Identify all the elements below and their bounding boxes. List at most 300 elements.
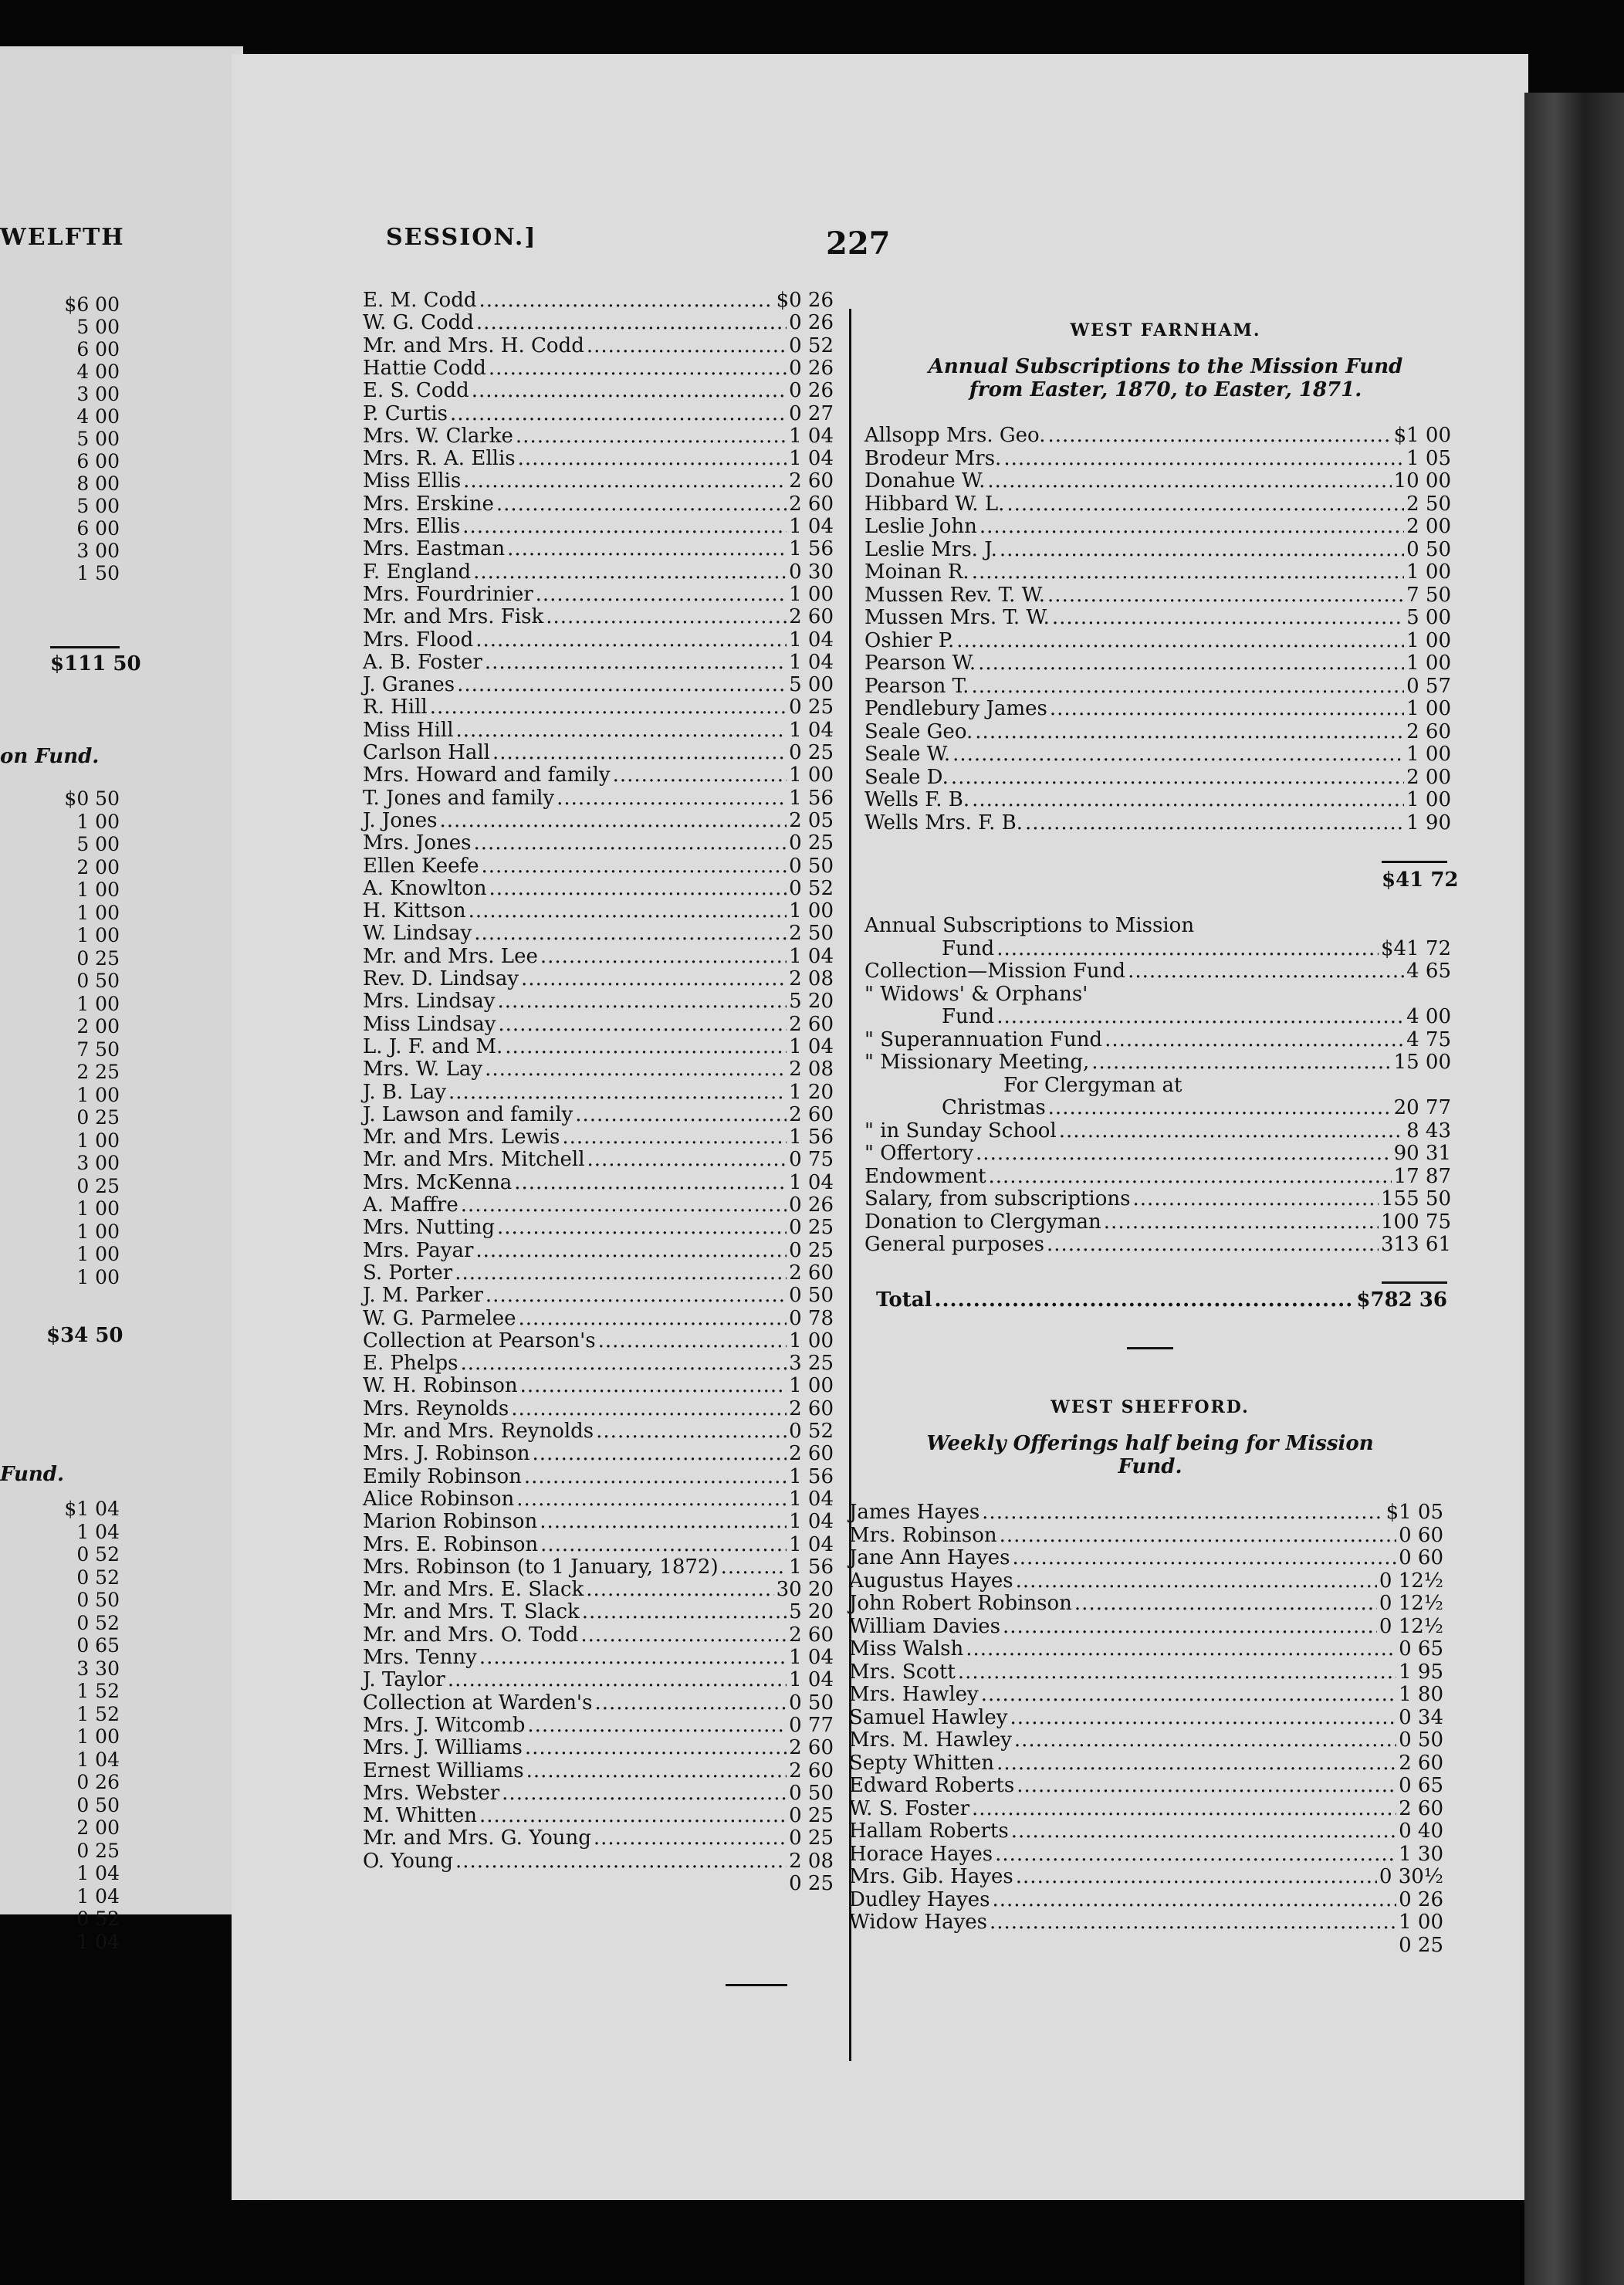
subscriber-name: Mr. and Mrs. Lee [363,944,538,968]
facing-amount: 4 00 [76,361,120,383]
dot-leader [1091,1051,1391,1074]
subscriber-row [363,1511,834,1533]
facing-amount: $0 50 [64,787,120,810]
subscriber-row [363,696,834,719]
facing-amount: 7 50 [76,1038,120,1061]
dot-leader [472,380,787,402]
wf-subscriber-name: Brodeur Mrs. [864,446,1002,470]
dot-leader [594,1692,787,1715]
subscriber-name: S. Porter [363,1261,453,1285]
subscriber-row [363,1172,834,1194]
subscriber-name: J. M. Parker [363,1284,483,1308]
subscriber-amount: 1 04 [789,944,834,968]
dot-leader [1128,960,1404,983]
ledger-page [232,54,1528,2200]
wf-summary-name: " Offertory [864,1142,974,1165]
facing-amount: 1 52 [76,1702,120,1725]
subscriber-amount: 1 04 [789,628,834,652]
ws-subscriber-name: Horace Hayes [849,1842,993,1866]
wf-summary-row [1003,1075,1451,1097]
wf-summary-amount: 4 75 [1406,1027,1451,1051]
subscriber-amount: 2 50 [789,922,834,946]
wf-subscriber-row [864,698,1451,720]
wf-subscriber-amount: 1 00 [1406,652,1451,675]
ws-subscriber-amount: 1 95 [1399,1660,1443,1684]
subscriber-amount: 1 04 [789,1510,834,1534]
wf-summary-name: Collection—Mission Fund [864,960,1126,983]
subscriber-name: J. Taylor [363,1668,445,1692]
wf-summary-row [864,915,1451,937]
ws-subscriber-amount: 0 12½ [1379,1592,1443,1615]
facing-amount: 5 00 [76,316,120,338]
dot-leader [498,1014,787,1036]
subscriber-amount: 2 08 [789,1849,834,1873]
subscriber-row [363,787,834,810]
wf-summary-name: General purposes [864,1233,1044,1256]
wf-summary-row [942,1097,1451,1119]
subscriber-amount: 2 60 [789,1442,834,1466]
subscriber-name: W. G. Parmelee [363,1306,516,1330]
facing-amount: 1 00 [76,901,120,924]
subscriber-row [363,719,834,742]
dot-leader [489,357,787,380]
wf-subscriber-amount: 10 00 [1393,469,1451,493]
dot-leader [587,335,787,357]
dot-leader [497,990,787,1013]
subscriber-name: Mrs. W. Clarke [363,424,513,448]
west-farnham-caption-2: from Easter, 1870, to Easter, 1871. [969,378,1362,401]
dot-leader [996,1752,1396,1775]
facing-amount: 0 50 [76,1793,120,1816]
west-farnham-title: WEST FARNHAM. [1070,320,1261,340]
subscriber-name: W. G. Codd [363,311,474,335]
subscriber-row [363,1194,834,1217]
subscriber-name: A. B. Foster [363,650,482,674]
subscriber-row [363,470,834,493]
subscriber-name: J. Granes [363,673,455,697]
ws-subscriber-name: Mrs. Gib. Hayes [849,1865,1013,1888]
ws-subscriber-amount: 0 34 [1399,1705,1443,1729]
subscriber-amount: 3 25 [789,1352,834,1376]
wf-summary-amount: 20 77 [1393,1096,1451,1119]
dot-leader [582,1601,787,1623]
dot-leader [1010,1707,1397,1729]
wf-subscriber-name: Leslie John [864,515,977,538]
subscriber-amount: 2 60 [789,469,834,493]
subscriber-amount: 1 04 [789,1487,834,1511]
subscriber-amount: 0 25 [789,1872,834,1895]
ws-subscriber-name: W. S. Foster [849,1796,969,1820]
dot-leader [514,1172,787,1194]
facing-amount: 5 00 [76,833,120,855]
ws-subscriber-row [849,1820,1443,1843]
dot-leader [1017,1775,1396,1797]
subscriber-name: Mrs. Payar [363,1238,474,1262]
facing-amount: 0 25 [76,1106,120,1129]
facing-amount: 4 00 [76,405,120,428]
wf-summary-amount: 17 87 [1393,1164,1451,1188]
wf-summary-row [864,1166,1451,1188]
subscriber-name: Mr. and Mrs. G. Young [363,1826,591,1850]
subscriber-amount: 1 04 [789,1034,834,1058]
dot-leader [1048,425,1392,447]
dot-leader [1059,1120,1404,1142]
dot-leader [502,1782,787,1805]
ws-subscriber-amount: 0 60 [1399,1546,1443,1569]
dot-leader [1105,1029,1404,1051]
ws-subscriber-amount: 0 30½ [1379,1865,1443,1888]
wf-subscriber-row [864,721,1451,743]
subscriber-amount: 0 25 [789,1238,834,1262]
subscriber-amount: 0 26 [789,379,834,403]
wf-summary-name: " Widows' & Orphans' [864,982,1088,1006]
dot-leader [989,1166,1392,1188]
dot-leader [526,1760,787,1782]
wf-summary-row [942,938,1451,960]
dot-leader [562,1126,787,1149]
subscriber-name: Mrs. Reynolds [363,1396,509,1420]
subscriber-amount: 2 60 [789,1623,834,1647]
subscriber-row [363,810,834,832]
facing-amount: 0 52 [76,1566,120,1589]
ws-subscriber-row [849,1547,1443,1569]
subscriber-row [363,289,834,312]
ws-subscriber-amount: 0 65 [1399,1774,1443,1797]
subscriber-row [363,1737,834,1759]
dot-leader [455,1850,787,1873]
subscriber-amount: 0 25 [789,741,834,764]
facing-amount: 1 50 [76,562,120,584]
subscriber-name: J. Jones [363,808,438,832]
wf-grand-total: $782 36 [1356,1288,1447,1312]
subscriber-name: Mr. and Mrs. Lewis [363,1126,560,1149]
wf-subscriber-name: Oshier P. [864,628,955,652]
subscriber-amount: 0 27 [789,401,834,425]
subscriber-name: Mrs. Robinson (to 1 January, 1872) [363,1555,719,1579]
ws-subscriber-row [849,1707,1443,1729]
west-shefford-title: WEST SHEFFORD. [1051,1397,1250,1417]
facing-amount: 1 00 [76,992,120,1015]
subscriber-name: Mr. and Mrs. E. Slack [363,1578,584,1602]
dot-leader [1052,607,1404,629]
dot-leader [981,1684,1396,1706]
wf-subscriber-name: Mussen Rev. T. W. [864,583,1046,607]
wf-subscriber-name: Seale D. [864,765,949,789]
facing-amount: 6 00 [76,450,120,472]
subscriber-row [363,1760,834,1782]
subscriber-row [363,1556,834,1579]
ws-subscriber-name: James Hayes [849,1501,980,1524]
ws-subscriber-row [849,1684,1443,1706]
wf-subscriber-amount: 1 00 [1406,560,1451,584]
subscriber-name: Emily Robinson [363,1464,522,1488]
wf-subscriber-name: Allsopp Mrs. Geo. [864,424,1046,447]
subscriber-amount: 2 60 [789,605,834,629]
wf-summary-name: Fund [942,1005,995,1028]
subscriber-name: Ernest Williams [363,1759,524,1782]
ws-subscriber-row [849,1661,1443,1684]
facing-amount: 6 00 [76,338,120,361]
dot-leader [540,1511,787,1533]
facing-amount: 0 52 [76,1543,120,1566]
subscriber-name: Mrs. Ellis [363,515,461,538]
subscriber-amount: 0 25 [789,696,834,719]
subscriber-amount: 1 56 [789,1555,834,1579]
dot-leader [1016,1866,1377,1888]
subscriber-amount: 0 52 [789,333,834,357]
west-shefford-caption-2: Fund. [1118,1455,1182,1478]
wf-subscriber-name: Moinan R. [864,560,969,584]
subscriber-row [363,516,834,538]
subscriber-name: Miss Hill [363,718,454,742]
facing-amount: 1 00 [76,1220,120,1243]
dot-leader [721,1556,787,1579]
subscriber-name: R. Hill [363,696,428,719]
dot-leader [448,1082,787,1104]
facing-amount: 0 26 [76,1771,120,1793]
facing-amount: 5 00 [76,495,120,517]
subscriber-row [363,900,834,922]
facing-total-2: $34 50 [46,1324,123,1347]
facing-amount: 1 00 [76,1265,120,1288]
subscriber-name: H. Kittson [363,899,466,923]
subscriber-row [363,652,834,674]
dot-leader [972,1798,1396,1820]
subscriber-amount: 0 50 [789,1284,834,1308]
wf-subscriber-row [864,584,1451,607]
subscriber-amount: 1 04 [789,1170,834,1194]
wf-subscriber-name: Seale W. [864,743,951,766]
wf-summary-name: Endowment [864,1164,986,1188]
subscriber-amount: 1 04 [789,1646,834,1669]
subscriber-row [363,1827,834,1850]
facing-amount: 0 50 [76,1589,120,1611]
facing-amount: 3 00 [76,1152,120,1174]
ws-subscriber-name: Mrs. Robinson [849,1523,997,1547]
dot-leader [1016,1570,1377,1593]
subscriber-row [363,606,834,628]
wf-subscriber-amount: 1 00 [1406,697,1451,720]
dot-leader [527,1715,787,1737]
subscriber-amount: 0 50 [789,854,834,878]
subscriber-name: Mr. and Mrs. H. Codd [363,333,584,357]
wf-subscriber-name: Seale Geo. [864,719,973,743]
subscriber-amount: 1 56 [789,1464,834,1488]
subscriber-amount: 30 20 [776,1578,834,1602]
subscriber-row [363,855,834,878]
subscriber-name: Mrs. J. Robinson [363,1442,530,1466]
subscriber-name: W. Lindsay [363,922,472,946]
dot-leader [1025,812,1404,834]
subscriber-name: Hattie Codd [363,356,486,380]
subscriber-name: Mr. and Mrs. O. Todd [363,1623,579,1647]
subscriber-row [363,968,834,990]
wf-subscriber-row [864,743,1451,766]
ws-subscriber-amount: 0 40 [1399,1820,1443,1843]
wf-subscriber-name: Leslie Mrs. J. [864,537,997,561]
dot-leader [613,764,787,787]
subscriber-amount: 1 04 [789,1668,834,1692]
subscriber-name: Mrs. R. A. Ellis [363,447,516,471]
subscriber-amount: 1 56 [789,1126,834,1149]
facing-amount: 2 25 [76,1061,120,1083]
subscriber-amount: 1 00 [789,763,834,787]
facing-amount: 0 52 [76,1908,120,1930]
dot-leader [516,1488,787,1511]
ws-subscriber-amount: 2 60 [1399,1796,1443,1820]
dot-leader [448,1669,787,1691]
facing-amount: 5 00 [76,428,120,450]
dot-leader [952,743,1404,766]
dot-leader [971,675,1404,698]
subscriber-name: Mrs. Nutting [363,1216,496,1240]
dot-leader [485,1058,787,1081]
subscriber-name: T. Jones and family [363,786,555,810]
subscriber-row [363,1398,834,1420]
dot-leader [485,652,787,674]
ws-subscriber-amount: $1 05 [1385,1501,1443,1524]
facing-amount: 1 00 [76,1129,120,1152]
wf-summary-row [864,1120,1451,1142]
facing-page-fragment [0,46,243,1953]
wf-summary-name: Fund [942,936,995,960]
wf-summary-amount: 100 75 [1381,1210,1451,1234]
wf-summary-name: Donation to Clergyman [864,1210,1101,1234]
facing-amount: 2 00 [76,1816,120,1839]
dot-leader [1003,448,1404,470]
subscriber-row [363,1126,834,1149]
subscriber-row [363,1420,834,1443]
subscriber-name: Collection at Pearson's [363,1329,596,1352]
facing-amount: 1 04 [76,1884,120,1908]
facing-amount: 2 00 [76,1015,120,1038]
dot-leader [557,787,787,810]
dot-leader [587,1149,787,1171]
wf-subscriber-amount: 5 00 [1406,606,1451,629]
dot-leader [536,584,787,606]
ws-subscriber-amount: 0 60 [1399,1523,1443,1547]
ws-subscriber-amount: 0 65 [1399,1637,1443,1660]
subscriber-row [363,1104,834,1126]
subscriber-row [363,832,834,855]
dot-leader [473,561,787,584]
dot-leader [951,767,1404,789]
dot-leader [486,1285,787,1307]
dot-leader [430,696,787,719]
dot-leader [439,810,787,832]
ws-subscriber-amount: 0 12½ [1379,1569,1443,1593]
subscriber-row [363,1782,834,1805]
wf-subscriber-row [864,448,1451,470]
subscriber-row [363,1262,834,1285]
subscriber-row [363,1240,834,1262]
ws-subscriber-row [849,1616,1443,1638]
facing-amount: 1 00 [76,1725,120,1748]
subscriber-amount: 5 20 [789,1600,834,1624]
wf-summary-amount: 155 50 [1381,1187,1451,1210]
wf-summary-name: " in Sunday School [864,1119,1057,1142]
wf-summary-row [864,960,1451,983]
ws-subscriber-row [849,1843,1443,1866]
facing-amount: 3 00 [76,383,120,405]
ws-subscriber-name: William Davies [849,1614,1001,1638]
facing-caption-3: Fund. [0,1463,65,1486]
ws-subscriber-name: Miss Walsh [849,1637,964,1660]
wf-subscriber-row [864,652,1451,675]
dot-leader [533,1443,787,1465]
dot-leader [476,312,787,334]
ws-subscriber-amount: 1 80 [1399,1683,1443,1706]
wf-summary-amount: 15 00 [1393,1051,1451,1074]
dot-leader [540,1534,787,1556]
subscriber-amount: 0 26 [789,356,834,380]
wf-subscriber-name: Pearson W. [864,652,976,675]
subscriber-row [363,1488,834,1511]
subscriber-amount: 1 04 [789,718,834,742]
subscriber-row [363,425,834,448]
dot-leader [473,832,787,855]
ws-subscriber-row [849,1525,1443,1547]
wf-subscriber-row [864,767,1451,789]
wf-summary-row [864,1029,1451,1051]
wf-summary-amount: 4 65 [1406,960,1451,983]
facing-amount: 2 00 [76,855,120,878]
subscriber-row [363,1805,834,1827]
subscriber-name: Mrs. Tenny [363,1646,477,1669]
facing-caption-2: on Fund. [0,745,100,768]
dot-leader [469,900,787,922]
subscriber-amount: 1 56 [789,537,834,561]
wf-summary-row [864,983,1451,1006]
subscriber-name: Mrs. Howard and family [363,763,611,787]
facing-amount: 0 25 [76,1174,120,1197]
wf-subscriber-name: Wells Mrs. F. B. [864,811,1023,834]
subscriber-name: Mr. and Mrs. T. Slack [363,1600,580,1624]
subscriber-amount: 0 25 [789,1804,834,1828]
subscriber-amount: 2 60 [789,1396,834,1420]
dot-leader [580,1624,787,1647]
ws-subscriber-amount: 0 12½ [1379,1614,1443,1638]
ws-subscriber-amount: 2 60 [1399,1751,1443,1775]
wf-subscriber-amount: 7 50 [1406,583,1451,607]
subscriber-name: Mr. and Mrs. Mitchell [363,1148,585,1172]
dot-leader [475,1240,787,1262]
subscriber-name: Mrs. McKenna [363,1170,513,1194]
ws-subscriber-row [849,1889,1443,1911]
facing-total-rule-1 [50,646,120,648]
dot-leader [518,448,787,470]
subscriber-amount: 2 60 [789,1736,834,1760]
subscriber-name: Mrs. Webster [363,1781,500,1805]
dot-leader [496,493,787,516]
subscriber-name: Mrs. J. Witcomb [363,1713,526,1737]
wf-subscriber-amount: 1 00 [1406,743,1451,766]
wf-subtotal: $41 72 [1382,868,1459,892]
dot-leader [474,922,787,945]
subscriber-amount: 0 52 [789,876,834,900]
subscriber-name: Alice Robinson [363,1487,515,1511]
dot-leader [990,1911,1396,1934]
wf-subscriber-name: Wells F. B. [864,788,970,811]
subscriber-name: Mrs. Flood [363,628,474,652]
dot-leader [1000,539,1404,561]
subscriber-row [363,561,834,584]
subscriber-name: Mrs. Lindsay [363,990,496,1014]
ws-subscriber-row [849,1593,1443,1615]
wf-subscriber-row [864,630,1451,652]
subscriber-row [363,742,834,764]
subscriber-row [363,922,834,945]
